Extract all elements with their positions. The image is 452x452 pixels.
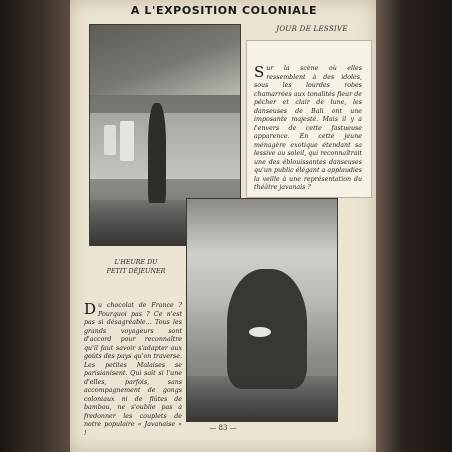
dropcap: S (254, 63, 265, 81)
breakfast-photo (186, 198, 338, 422)
heading-line-2: PETIT DÉJEUNER (106, 268, 166, 275)
article-text-bottom (84, 300, 182, 437)
photo-laundry-cloth (104, 125, 116, 155)
photo-woman-figure (148, 103, 166, 203)
book-gutter-left (0, 0, 70, 452)
photo-roof (90, 25, 240, 95)
page-number: — 83 — (209, 424, 237, 432)
article-body-top: ur la scène où elles ressemblent à des idoles, sous les lourdes robes chamarrées aux tonalités fleur de pêcher et clair de lune, les danseuses de Bali ont une imposante majesté. Mais il y a l'envers de cette fastueuse apparence. En cette jeune ménagère exotique étendant sa lessive au soleil, qui reconnaîtrait une des éblouissantes danseuses qu'un public élégant a applaudies la veille à une représentation du théâtre javanais ? (254, 65, 362, 191)
dropcap: D (84, 300, 97, 318)
article-text-top (254, 65, 362, 193)
heading-line-1: L'HEURE DU (114, 259, 158, 266)
article-body-bottom: u chocolat de France ? Pourquoi pas ? Ce n'est pas si désagréable... Tous les grands voyageurs sont d'accord pour reconnaître qu'il faut savoir s'adapter aux goûts des pays qu'on traverse. Les petites Malaises se parisianisent. Qui sait si l'une d'elles, parfois, sans accompagnement de gongs coloniaux ni de flûtes de bambou, ne s'oublie pas à fredonner les couplets de notre populaire « Javanaise » ! (84, 302, 182, 437)
photo-laundry-cloth (120, 121, 134, 161)
photo-floor (187, 376, 337, 421)
book-edge-right (376, 0, 452, 452)
article-heading-bottom (96, 258, 176, 276)
photo-bowl (249, 327, 271, 337)
article-heading-top: JOUR DE LESSIVE (276, 25, 348, 33)
page-title: A L'EXPOSITION COLONIALE (130, 4, 318, 17)
